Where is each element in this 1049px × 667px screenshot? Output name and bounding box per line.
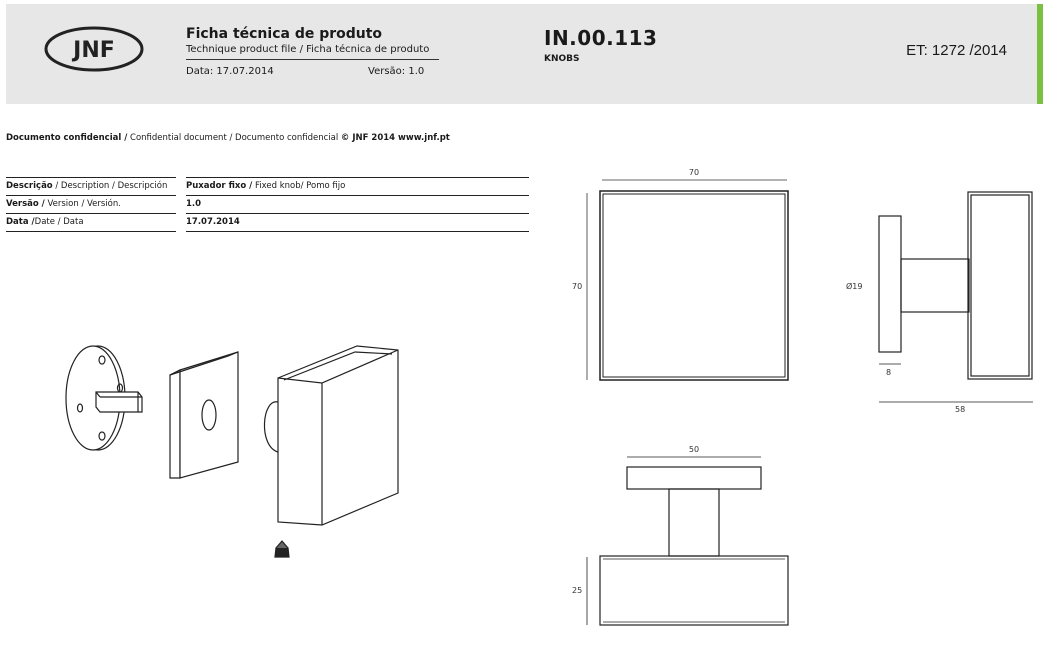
dim-front-height: 70 [572, 282, 583, 291]
side-view [846, 192, 1033, 414]
dim-front-width: 70 [688, 168, 700, 177]
spec-value: 1.0 [186, 199, 202, 209]
confidential-bold: Documento confidencial / [6, 133, 128, 143]
spec-label: Descrição / Description / Descripción [6, 181, 168, 191]
front-view [572, 168, 788, 380]
dim-top-width: 50 [688, 445, 700, 454]
dim-top-height: 25 [572, 586, 583, 595]
spec-label: Data /Date / Data [6, 217, 84, 227]
product-code: IN.00.113 [544, 26, 658, 50]
svg-text:JNF: JNF [73, 38, 115, 63]
header-version: Versão: 1.0 [368, 66, 425, 77]
header-date: Data: 17.07.2014 [186, 66, 274, 77]
confidential-rest: Confidential document / Documento confidencial [127, 133, 341, 143]
et-number: ET: 1272 /2014 [906, 42, 1007, 59]
doc-title: Ficha técnica de produto [186, 26, 383, 42]
spec-label: Versão / Version / Versión. [6, 199, 121, 209]
spec-value: 17.07.2014 [186, 217, 240, 227]
dim-side-rose: 8 [886, 368, 892, 377]
spec-value: Puxador fixo / Fixed knob/ Pomo fijo [186, 181, 346, 191]
product-category: KNOBS [544, 54, 580, 64]
dim-side-depth: 58 [955, 405, 966, 414]
dim-side-diameter: Ø19 [846, 282, 863, 291]
top-view [572, 445, 788, 625]
doc-subtitle: Technique product file / Ficha técnica de produto [186, 44, 430, 55]
copyright-text: © JNF 2014 www.jnf.pt [340, 133, 450, 143]
exploded-view [66, 346, 398, 557]
